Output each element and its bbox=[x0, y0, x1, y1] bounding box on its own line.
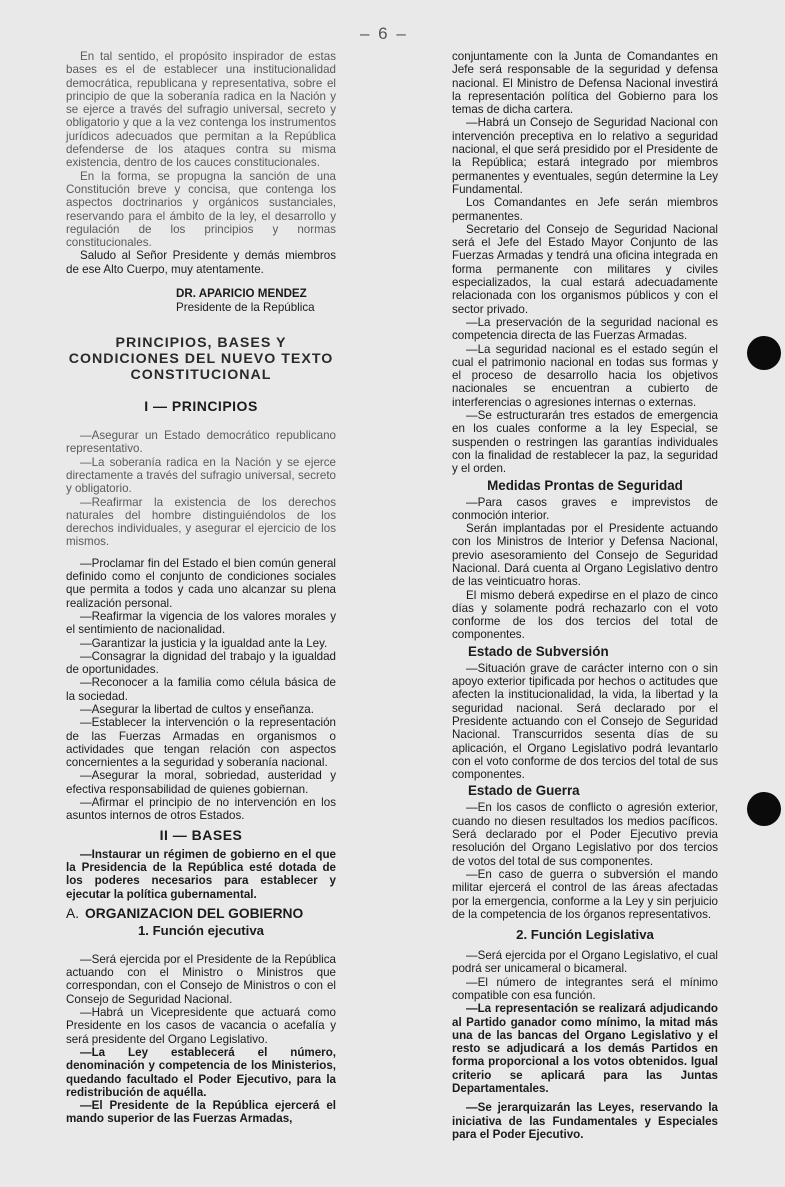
principios-heading: I — PRINCIPIOS bbox=[144, 398, 258, 415]
funcion-legislativa-heading: 2. Función Legislativa bbox=[516, 927, 654, 943]
funcion-legislativa-item: —Se jerarquizarán las Leyes, reservando la iniciativa de las Fundamentales y Especiales para el Poder Ejecutivo. bbox=[452, 1101, 718, 1141]
funcion-legislativa-item: —El número de integrantes será el mínimo compatible con esa función. bbox=[452, 975, 718, 1002]
principio-item: —Reafirmar la existencia de los derechos naturales del hombre distinguiéndolos de los derechos individuales, y asegurar el ejercicio de los mismos. bbox=[66, 495, 336, 549]
bases-heading: II — BASES bbox=[159, 826, 243, 843]
principio-item: —Asegurar un Estado democrático republicano representativo. bbox=[66, 429, 336, 456]
principio-item: —Reafirmar la vigencia de los valores morales y el sentimiento de nacionalidad. bbox=[66, 609, 336, 637]
principio-item: —Garantizar la justicia y la igualdad ante la Ley. bbox=[80, 636, 328, 650]
signature bbox=[176, 287, 336, 315]
continuation-paragraph: —Habrá un Consejo de Seguridad Nacional con intervención preceptiva en lo relativo a seguridad nacional, el que será presidido por el Presidente de la República; estará integrado por miembros permanentes y eventuales, según determine la Ley Fundamental. bbox=[452, 116, 718, 196]
funcion-ejecutiva-item: —El Presidente de la República ejercerá el mando superior de las Fuerzas Armadas, bbox=[66, 1099, 336, 1126]
funcion-legislativa-item: —La representación se realizará adjudicando al Partido ganador como mínimo, la mitad más una de las bancas del Organo Legislativo y el resto se adjudicará a los demás Partidos en forma proporcional a los votos obtenidos. Igual criterio se aplicará para las Juntas Departamentales. bbox=[452, 1002, 718, 1096]
signature-role: Presidente de la República bbox=[176, 301, 315, 315]
right-column bbox=[452, 50, 718, 1141]
principio-item: —Reconocer a la familia como célula básica de la sociedad. bbox=[66, 676, 336, 703]
subversion-heading: Estado de Subversión bbox=[468, 643, 609, 659]
continuation-paragraph: —La seguridad nacional es el estado según el cual el patrimonio nacional en todas sus formas y el proceso de desarrollo hacia los objetivos nacionales se encuentran a cubierto de interferencias o agresiones internas o externas. bbox=[452, 342, 718, 409]
funcion-ejecutiva-item: —Habrá un Vicepresidente que actuará como Presidente en los casos de vacancia o acefalía y será presidente del Organo Legislativo. bbox=[66, 1006, 336, 1046]
medidas-item: El mismo deberá expedirse en el plazo de cinco días y solamente podrá rechazarlo con el voto conforme de los dos tercios del total de componentes. bbox=[452, 588, 718, 642]
continuation-paragraph: conjuntamente con la Junta de Comandantes en Jefe será responsable de la seguridad y defensa nacional. El Ministro de Defensa Nacional investirá la representación política del Gobierno para los temas de dicha cartera. bbox=[452, 50, 718, 117]
principio-item: —Afirmar el principio de no intervención en los asuntos internos de otros Estados. bbox=[66, 796, 336, 823]
medidas-heading: Medidas Prontas de Seguridad bbox=[487, 477, 683, 493]
intro-paragraph: En la forma, se propugna la sanción de una Constitución breve y concisa, que contenga los aspectos doctrinarios y orgánicos sustanciales, reservando para el ámbito de la ley, el desarrollo y regulación de los principios y normas constitucionales. bbox=[66, 169, 336, 250]
continuation-paragraph: —Se estructurarán tres estados de emergencia en los cuales conforme a la ley Especial, se suspenden o restringen las garantías individuales con la finalidad de restablecer la paz, la seguridad y el orden. bbox=[452, 409, 718, 476]
principio-item: —Asegurar la libertad de cultos y enseñanza. bbox=[80, 702, 314, 716]
medidas-item: —Para casos graves e imprevistos de conmoción interior. bbox=[452, 495, 718, 522]
intro-paragraph: Saludo al Señor Presidente y demás miembros de ese Alto Cuerpo, muy atentamente. bbox=[66, 249, 336, 276]
left-column bbox=[66, 50, 336, 1126]
intro-paragraph: En tal sentido, el propósito inspirador de estas bases es el de establecer una institucionalidad democrática, republicana y representativa, sobre el principio de que la soberanía radica en la Nación y se ejerce a través del sufragio universal, secreto y obligatorio y que a la vez contenga los instrumentos jurídicos adecuados que permitan a la República defenderse de los ataques contra su misma existencia, dentro de los cauces constitucionales. bbox=[66, 50, 336, 170]
principio-item: —Consagrar la dignidad del trabajo y la igualdad de oportunidades. bbox=[66, 649, 336, 677]
signature-name: DR. APARICIO MENDEZ bbox=[176, 287, 307, 301]
guerra-item: —En caso de guerra o subversión el mando militar ejercerá el control de las áreas afectadas por la emergencia, conforme a la Ley y sin perjuicio de la competencia de los órganos representativos. bbox=[452, 867, 718, 921]
principio-item: —Asegurar la moral, sobriedad, austeridad y efectiva responsabilidad de quienes gobiernan. bbox=[66, 769, 336, 796]
funcion-ejecutiva-heading: 1. Función ejecutiva bbox=[137, 922, 265, 938]
guerra-heading: Estado de Guerra bbox=[468, 783, 580, 799]
section-a-letter: A. bbox=[66, 905, 80, 921]
subversion-item: —Situación grave de carácter interno con o sin apoyo exterior tipificada por hechos o actitudes que afecten la institucionalidad, la vida, la libertad y la seguridad nacional. Será declarado por el Presidente actuando con el Consejo de Seguridad Nacional. Transcurridos sesenta días de su aplicación, el Organo Legislativo podrá levantarlo con el voto conforme de dos tercios del total de sus componentes. bbox=[452, 661, 718, 782]
section-a-title: ORGANIZACION DEL GOBIERNO bbox=[85, 905, 304, 921]
principio-item: —Establecer la intervención o la representación de las Fuerzas Armadas en organismos o actividades que tengan relación con aspectos concernientes a la seguridad y soberanía nacional. bbox=[66, 716, 336, 770]
medidas-item: Serán implantadas por el Presidente actuando con los Ministros de Interior y Defensa Nacional, previo asesoramiento del Consejo de Seguridad Nacional. Dará cuenta al Organo Legislativo dentro de las veinticuatro horas. bbox=[452, 522, 718, 589]
section-a-heading bbox=[66, 906, 336, 922]
continuation-paragraph: Los Comandantes en Jefe serán miembros permanentes. bbox=[452, 196, 718, 223]
bases-intro: —Instaurar un régimen de gobierno en el que la Presidencia de la República esté dotada de los poderes necesarios para establecer y ejecutar la política gubernamental. bbox=[66, 847, 336, 901]
principio-item: —Proclamar fin del Estado el bien común general definido como el conjunto de condiciones sociales que permita a todos y cada uno alcanzar su plena realización personal. bbox=[66, 556, 336, 610]
document-title: PRINCIPIOS, BASES Y CONDICIONES DEL NUEVO TEXTO CONSTITUCIONAL bbox=[68, 335, 334, 384]
guerra-item: —En los casos de conflicto o agresión exterior, cuando no diesen resultados los medios pacíficos. Será declarado por el Poder Ejecutivo previa resolución del Organo Legislativo por dos tercios de votos del total de sus componentes. bbox=[452, 801, 718, 868]
continuation-paragraph: —La preservación de la seguridad nacional es competencia directa de las Fuerzas Armadas. bbox=[452, 315, 718, 343]
funcion-ejecutiva-item: —Será ejercida por el Presidente de la República actuando con el Ministro o Ministros que correspondan, con el Consejo de Ministros o con el Consejo de Seguridad Nacional. bbox=[66, 952, 336, 1006]
page-number: – 6 – bbox=[360, 24, 408, 43]
punch-hole bbox=[747, 792, 781, 826]
principio-item: —La soberanía radica en la Nación y se ejerce directamente a través del sufragio universal, secreto y obligatorio. bbox=[66, 455, 336, 496]
punch-hole bbox=[747, 336, 781, 370]
funcion-legislativa-item: —Será ejercida por el Organo Legislativo, el cual podrá ser unicameral o bicameral. bbox=[452, 949, 718, 976]
funcion-ejecutiva-item: —La Ley establecerá el número, denominación y competencia de los Ministerios, quedando facultado el Poder Ejecutivo, para la redistribución de aquélla. bbox=[66, 1045, 336, 1099]
continuation-paragraph: Secretario del Consejo de Seguridad Nacional será el Jefe del Estado Mayor Conjunto de las Fuerzas Armadas y tendrá una oficina integrada en forma permanente con militares y civiles especializados, la cual estará adecuadamente relacionada con los organismos públicos y con el sector privado. bbox=[452, 222, 718, 316]
